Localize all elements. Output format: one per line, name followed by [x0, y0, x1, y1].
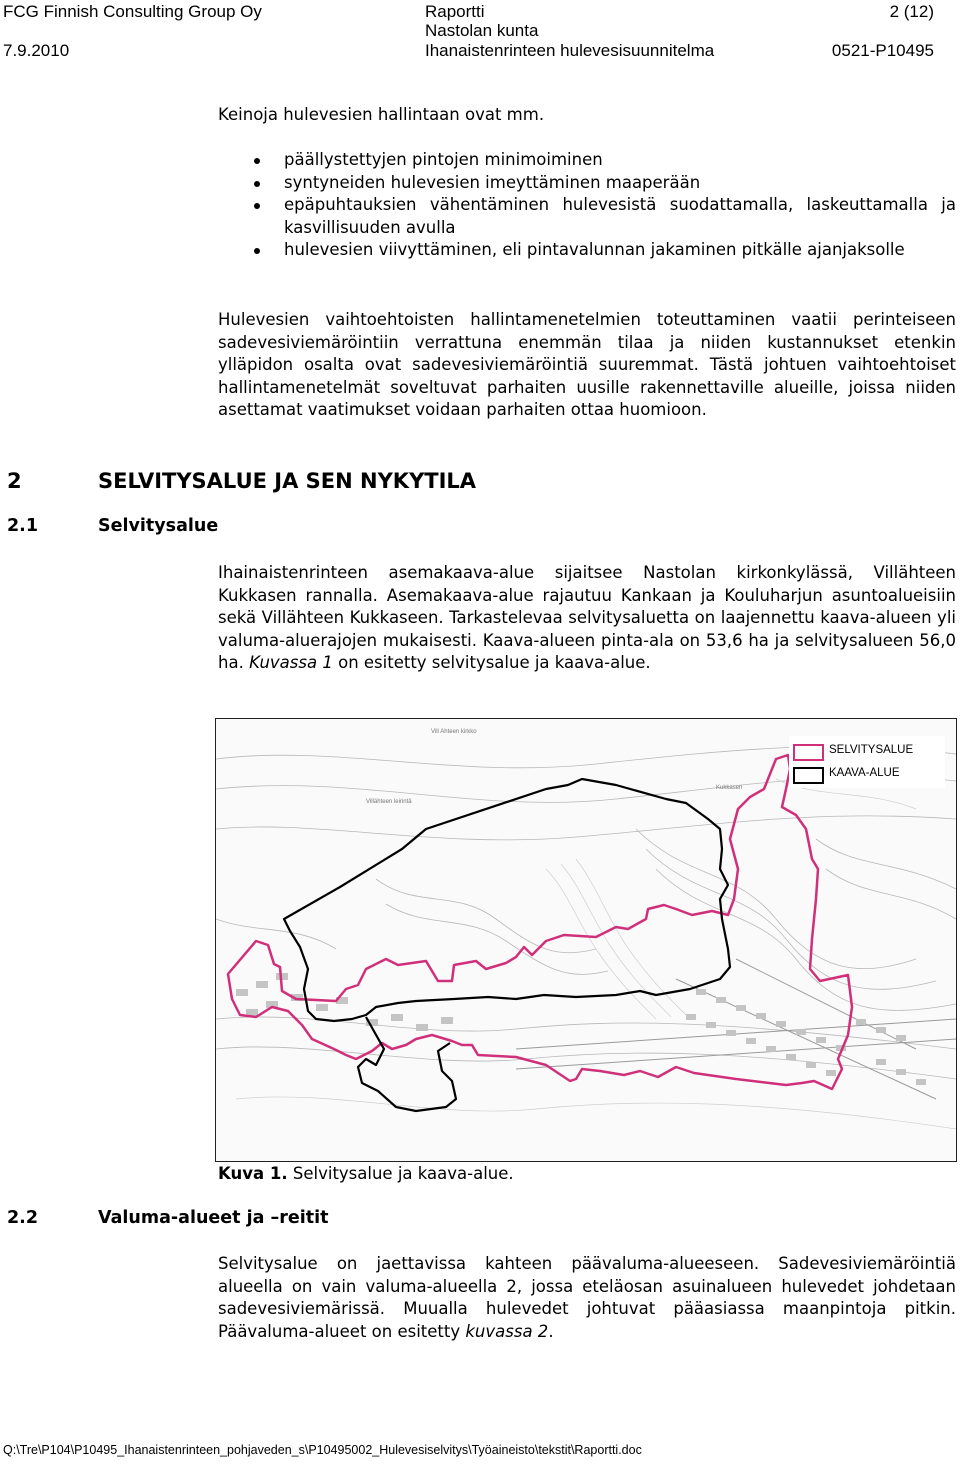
subsection-heading: [7, 515, 218, 537]
list-item: syntyneiden hulevesien imeyttäminen maaperään: [250, 172, 956, 195]
svg-text:Vill Ahteen kirkko: Vill Ahteen kirkko: [431, 729, 477, 735]
figure-caption: [218, 1163, 514, 1185]
list-item: epäpuhtauksien vähentäminen hulevesistä suodattamalla, laskeuttamalla ja kasvillisuuden avulla: [250, 194, 956, 239]
section-title: SELVITYSALUE JA SEN NYKYTILA: [98, 469, 477, 493]
legend-swatch-pink: [793, 744, 824, 761]
section-number: 2: [7, 469, 22, 493]
project-code: 0521-P10495: [831, 41, 934, 60]
bullet-icon: [254, 158, 260, 164]
svg-text:Villähteen leirintä: Villähteen leirintä: [366, 799, 412, 805]
subsection-number: 2.1: [7, 516, 39, 536]
file-path-footer: Q:\Tre\P104\P10495_Ihanaistenrinteen_pohjaveden_s\P10495002_Hulevesiselvitys\Työaineisto\tekstit\Raportti.doc: [3, 1443, 642, 1457]
bullet-icon: [254, 203, 260, 209]
figure-reference: Kuvassa 1: [249, 653, 333, 672]
section-heading: [7, 468, 476, 494]
svg-text:Kukkasen: Kukkasen: [716, 785, 743, 791]
subsection-title: Valuma-alueet ja –reitit: [98, 1208, 329, 1228]
paragraph-study-area: Ihainaistenrinteen asemakaava-alue sijaitsee Nastolan kirkonkylässä, Villähteen Kukkasen rannalla. Asemakaava-alue rajautuu Kankaan ja Kouluharjun asuntoalueisiin sekä Villähteen Kukkaseen. Tarkastelevaa selvitysaluetta on laajennettu kaava-alueen yli valuma-aluerajojen mukaisesti. Kaava-alueen pinta-ala on 53,6 ha ja selvitysalueen 56,0 ha. Kuvassa 1 on esitetty selvitysalue ja kaava-alue.: [218, 563, 956, 672]
caption-text: Selvitysalue ja kaava-alue.: [292, 1164, 514, 1183]
legend-item-kaava-alue: KAAVA-ALUE: [793, 764, 943, 784]
paragraph-drainage-areas: Selvitysalue on jaettavissa kahteen päävaluma-alueeseen. Sadevesiviemäröintiä alueella on vain valuma-alueella 2, jossa eteläosan asuinalueen hulevedet johdetaan sadevesiviemärissä. Muualla hulevedet johtuvat pääasiassa maanpintoja pitkin. Päävaluma-alueet on esitetty kuvassa 2.: [218, 1254, 956, 1341]
bullet-list: [250, 149, 956, 262]
bullet-icon: [254, 248, 260, 254]
document-date: 7.9.2010: [3, 41, 70, 60]
list-item: päällystettyjen pintojen minimoiminen: [250, 149, 956, 172]
intro-text: Keinoja hulevesien hallintaan ovat mm.: [218, 105, 545, 124]
project-name: Ihanaistenrinteen hulevesisuunnitelma: [425, 41, 715, 60]
caption-label: Kuva 1.: [218, 1164, 288, 1183]
page-number: 2 (12): [889, 2, 934, 21]
document-type: Raportti: [425, 2, 485, 21]
map-figure: [215, 718, 957, 1162]
client-name: Nastolan kunta: [425, 21, 539, 40]
legend-item-selvitysalue: SELVITYSALUE: [793, 741, 943, 761]
subsection-heading: [7, 1207, 329, 1229]
bullet-icon: [254, 181, 260, 187]
subsection-title: Selvitysalue: [98, 516, 219, 536]
company-name: FCG Finnish Consulting Group Oy: [3, 2, 262, 21]
legend-swatch-black: [793, 767, 824, 784]
figure-reference: kuvassa 2: [465, 1321, 549, 1341]
subsection-number: 2.2: [7, 1208, 39, 1228]
paragraph-alternative-methods: Hulevesien vaihtoehtoisten hallintamenetelmien toteuttaminen vaatii perinteiseen sadevesiviemäröintiin verrattuna enemmän tilaa ja niiden kustannukset etenkin ylläpidon osalta ovat sadevesiviemäröintiä suuremmat. Tästä johtuen vaihtoehtoiset hallintamenetelmät soveltuvat parhaiten uusille rakennettaville alueille, joissa niiden asettamat vaatimukset voidaan parhaiten ottaa huomioon.: [218, 310, 956, 419]
list-item: hulevesien viivyttäminen, eli pintavalunnan jakaminen pitkälle ajanjaksolle: [250, 239, 956, 262]
map-legend: [789, 736, 945, 788]
